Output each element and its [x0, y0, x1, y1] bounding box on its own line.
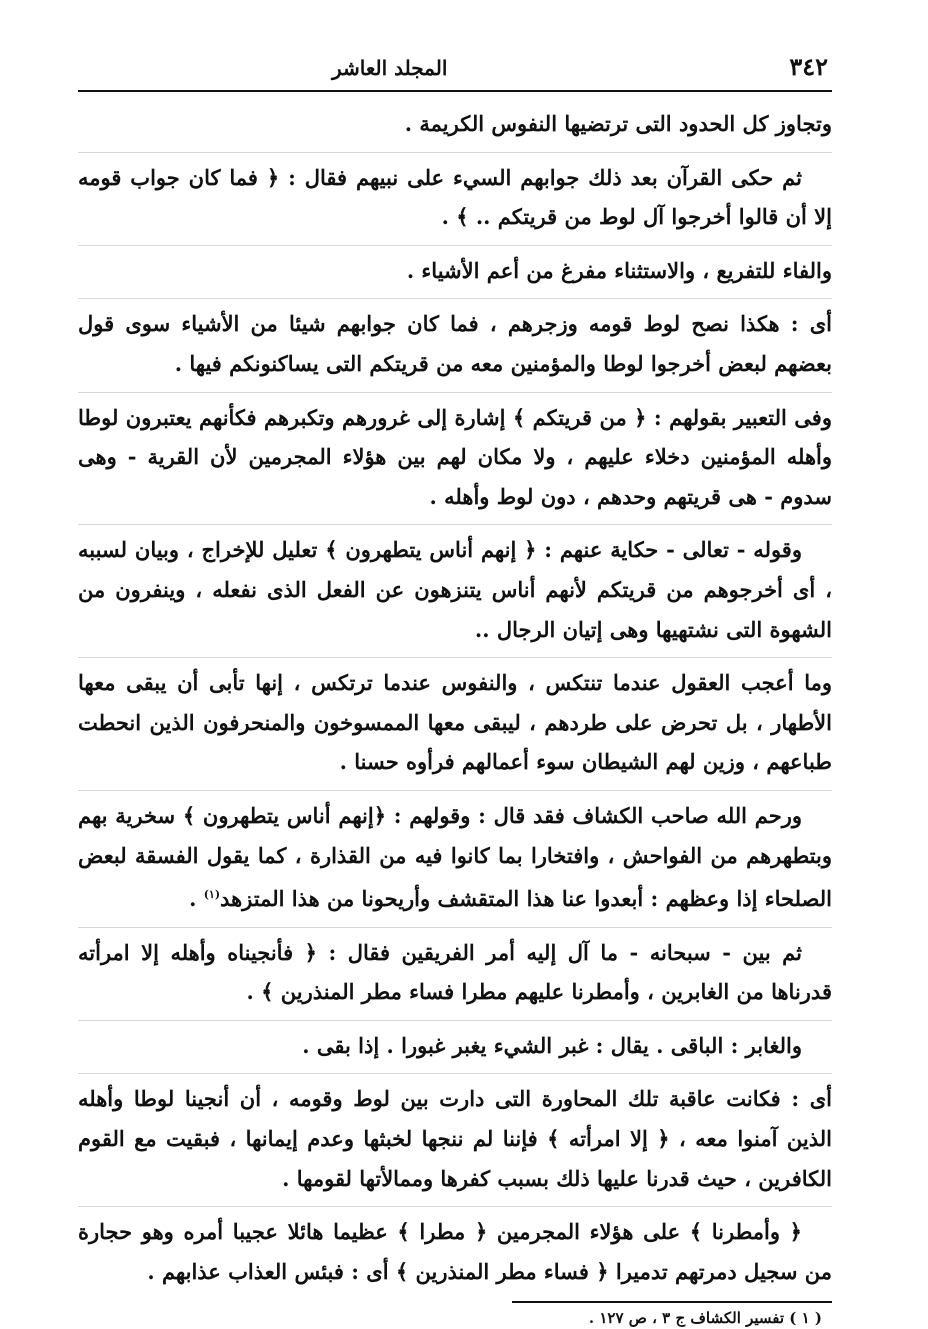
book-page	[78, 52, 832, 1328]
paragraph: ثم بين - سبحانه - ما آل إليه أمر الفريقين فقال : ﴿ فأنجيناه وأهله إلا امرأته قدرناها من الغابرين ، وأمطرنا عليهم مطرا فساء مطر المنذرين ﴾ .	[78, 927, 832, 1012]
footnote-divider	[512, 1301, 832, 1303]
paragraph: والفاء للتفريع ، والاستثناء مفرغ من أعم الأشياء .	[78, 245, 832, 291]
paragraph: وتجاوز كل الحدود التى ترتضيها النفوس الكريمة .	[404, 111, 832, 136]
footnote: ( ١ ) تفسير الكشاف ج ٣ ، ص ١٢٧ .	[588, 1309, 822, 1328]
paragraph: والغابر : الباقى . يقال : غبر الشيء يغبر غبورا . إذا بقى .	[78, 1020, 832, 1066]
paragraph: ورحم الله صاحب الكشاف فقد قال : وقولهم : ﴿إنهم أناس يتطهرون ﴾ سخرية بهم وبتطهرهم من الفواحش ، وافتخارا بما كانوا فيه من القذارة ، كما يقول الفسقة لبعض الصلحاء إذا وعظهم : أبعدوا عنا هذا المتقشف وأريحونا من هذا المتزهد$^{(١)}$ .	[78, 790, 832, 919]
page-number: ٣٤٢	[789, 52, 828, 81]
paragraph: أى : هكذا نصح لوط قومه وزجرهم ، فما كان جوابهم شيئا من الأشياء سوى قول بعضهم لبعض أخرجوا لوطا والمؤمنين معه من قريتكم التى يساكنونكم فيها .	[78, 298, 832, 383]
paragraph: وفى التعبير بقولهم : ﴿ من قريتكم ﴾ إشارة إلى غرورهم وتكبرهم فكأنهم يعتبرون لوطا وأهله المؤمنين دخلاء عليهم ، ولا مكان لهم بين هؤلاء المجرمين لأن القرية - وهى سدوم - هى قريتهم وحدهم ، دون لوط وأهله .	[78, 392, 832, 517]
paragraph: وما أعجب العقول عندما تنتكس ، والنفوس عندما ترتكس ، إنها تأبى أن يبقى معها الأطهار ، بل تحرض على طردهم ، ليبقى معها الممسوخون والمنحرفون الذين انحطت طباعهم ، وزين لهم الشيطان سوء أعمالهم فرأوه حسنا .	[78, 657, 832, 782]
paragraph: ثم حكى القرآن بعد ذلك جوابهم السيء على نبيهم فقال : ﴿ فما كان جواب قومه إلا أن قالوا أخرجوا آل لوط من قريتكم .. ﴾ .	[78, 152, 832, 237]
volume-title: المجلد العاشر	[332, 56, 448, 80]
page-header	[78, 52, 832, 92]
page-body	[78, 104, 832, 1291]
paragraph: أى : فكانت عاقبة تلك المحاورة التى دارت بين لوط وقومه ، أن أنجينا لوطا وأهله الذين آمنوا معه ، ﴿ إلا امرأته ﴾ فإننا لم ننجها لخبثها وعدم إيمانها ، فبقيت مع القوم الكافرين ، حيث قدرنا عليها ذلك بسبب كفرها وممالأتها لقومها .	[78, 1073, 832, 1198]
paragraph: وقوله - تعالى - حكاية عنهم : ﴿ إنهم أناس يتطهرون ﴾ تعليل للإخراج ، وبيان لسببه ، أى أخرجوهم من قريتكم لأنهم أناس يتنزهون عن الفعل الذى نفعله ، وينفرون من الشهوة التى نشتهيها وهى إتيان الرجال ..	[78, 524, 832, 649]
footnote-marker: (١)	[203, 888, 221, 902]
paragraph: ﴿ وأمطرنا ﴾ على هؤلاء المجرمين ﴿ مطرا ﴾ عظيما هائلا عجيبا أمره وهو حجارة من سجيل دمرتهم تدميرا ﴿ فساء مطر المنذرين ﴾ أى : فبئس العذاب عذابهم .	[78, 1206, 832, 1291]
